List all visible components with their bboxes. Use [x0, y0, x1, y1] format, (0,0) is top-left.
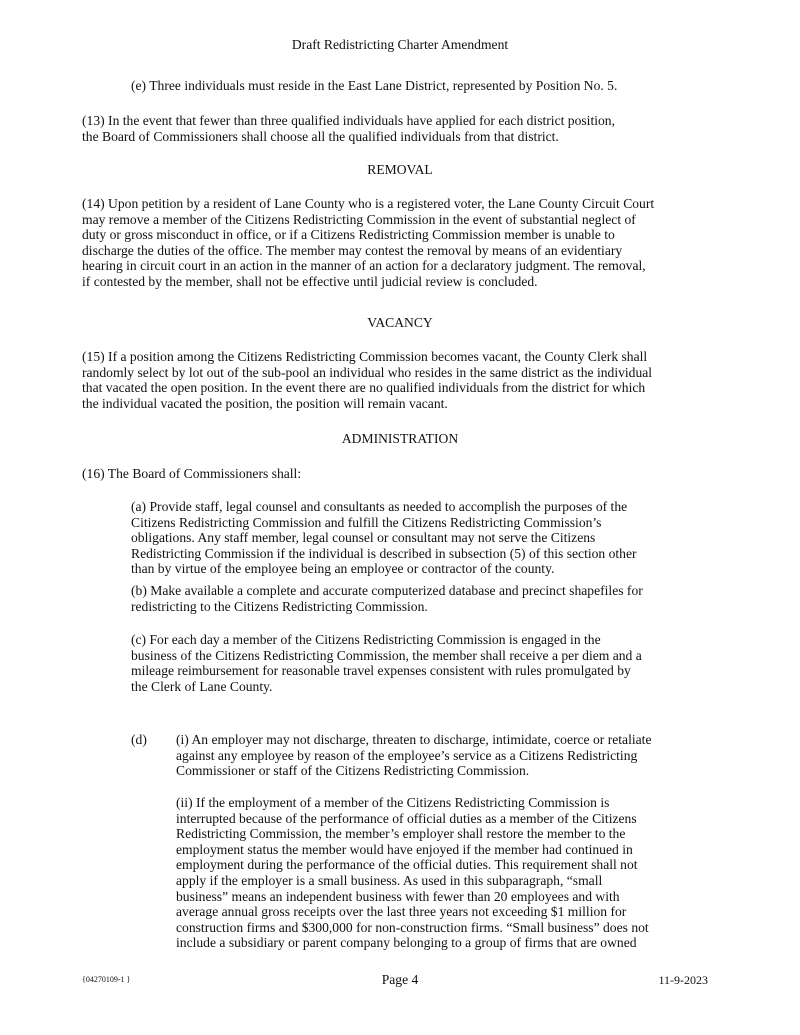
paragraph-13e: [131, 78, 617, 94]
text-line: (13) In the event that fewer than three qualified individuals have applied for each district position,: [82, 113, 615, 128]
text-line: business of the Citizens Redistricting Commission, the member shall receive a per diem and a: [131, 647, 642, 663]
text-line: the Board of Commissioners shall choose all the qualified individuals from that district.: [82, 128, 559, 144]
paragraph-16: [82, 466, 301, 482]
paragraph-15: [82, 349, 652, 411]
text-line: obligations. Any staff member, legal counsel or consultant may not serve the Citizens: [131, 530, 596, 546]
text-line: (b) Make available a complete and accurate computerized database and precinct shapefiles for: [131, 583, 643, 598]
footer-document-id: {04270109-1 }: [82, 975, 131, 984]
heading-removal: REMOVAL: [367, 162, 433, 177]
paragraph-16d-ii: [176, 795, 649, 951]
text-line: the individual vacated the position, the position will remain vacant.: [82, 395, 448, 411]
text-line: discharge the duties of the office. The member may contest the removal by means of an evidentiary: [82, 242, 623, 258]
text-line: construction firms and $300,000 for non-construction firms. “Small business” does not: [176, 919, 649, 935]
footer-date: 11-9-2023: [658, 973, 708, 987]
text-line: average annual gross receipts over the last three years not exceeding $1 million for: [176, 904, 627, 920]
text-line: apply if the employer is a small business. As used in this subparagraph, “small: [176, 872, 603, 888]
text-line: redistricting to the Citizens Redistricting Commission.: [131, 598, 428, 614]
text-line: than by virtue of the employee being an employee or contractor of the county.: [131, 561, 555, 577]
text-line: employment during the performance of the official duties. This requirement shall not: [176, 857, 638, 873]
text-line: that vacated the open position. In the event there are no qualified individuals from the district for which: [82, 380, 646, 396]
text-line: randomly select by lot out of the sub-pool an individual who resides in the same district as the individual: [82, 364, 653, 380]
text-line: the Clerk of Lane County.: [131, 678, 273, 694]
paragraph-16a: [131, 499, 637, 577]
text-line: business” means an independent business with fewer than 20 employees and with: [176, 888, 620, 904]
paragraph-16c: [131, 632, 642, 694]
text-line: Redistricting Commission if the individual is described in subsection (5) of this section other: [131, 545, 637, 561]
text-line: Commissioner or staff of the Citizens Redistricting Commission.: [176, 763, 530, 779]
text-line: (d): [131, 732, 147, 747]
text-line: if contested by the member, shall not be effective until judicial review is concluded.: [82, 273, 538, 289]
text-line: Redistricting Commission, the member’s employer shall restore the member to the: [176, 826, 626, 842]
paragraph-16d-i: [176, 732, 651, 779]
paragraph-14: [82, 196, 654, 290]
text-line: (c) For each day a member of the Citizens Redistricting Commission is engaged in the: [131, 632, 601, 647]
text-line: interrupted because of the performance of official duties as a member of the Citizens: [176, 810, 637, 826]
text-line: Citizens Redistricting Commission and fulfill the Citizens Redistricting Commission’s: [131, 514, 602, 530]
paragraph-13: [82, 113, 615, 144]
paragraph-16b: [131, 583, 643, 614]
heading-vacancy: VACANCY: [367, 315, 433, 330]
text-line: employment status the member would have enjoyed if the member had continued in: [176, 841, 633, 857]
text-line: mileage reimbursement for reasonable travel expenses consistent with rules promulgated by: [131, 663, 631, 679]
text-line: hearing in circuit court in an action in the manner of an action for a declaratory judgment. The removal,: [82, 258, 646, 274]
text-line: (i) An employer may not discharge, threaten to discharge, intimidate, coerce or retaliate: [176, 732, 652, 747]
text-line: (a) Provide staff, legal counsel and consultants as needed to accomplish the purposes of the: [131, 499, 628, 514]
text-line: against any employee by reason of the employee’s service as a Citizens Redistricting: [176, 747, 638, 763]
text-line: may remove a member of the Citizens Redistricting Commission in the event of substantial neglect of: [82, 211, 636, 227]
text-line: (ii) If the employment of a member of the Citizens Redistricting Commission is: [176, 795, 610, 810]
paragraph-16d-label: [131, 732, 147, 748]
text-line: include a subsidiary or parent company belonging to a group of firms that are owned: [176, 935, 637, 951]
heading-administration: ADMINISTRATION: [341, 431, 459, 446]
document-title: Draft Redistricting Charter Amendment: [291, 37, 509, 52]
text-line: (14) Upon petition by a resident of Lane County who is a registered voter, the Lane County Circuit Court: [82, 196, 655, 211]
text-line: duty or gross misconduct in office, or if a Citizens Redistricting Commission member is unable to: [82, 227, 615, 243]
text-line: (16) The Board of Commissioners shall:: [82, 466, 302, 481]
text-line: (15) If a position among the Citizens Redistricting Commission becomes vacant, the County Clerk shall: [82, 349, 648, 364]
text-line: (e) Three individuals must reside in the East Lane District, represented by Position No. 5.: [131, 78, 618, 93]
footer-page-number: Page 4: [381, 972, 419, 987]
